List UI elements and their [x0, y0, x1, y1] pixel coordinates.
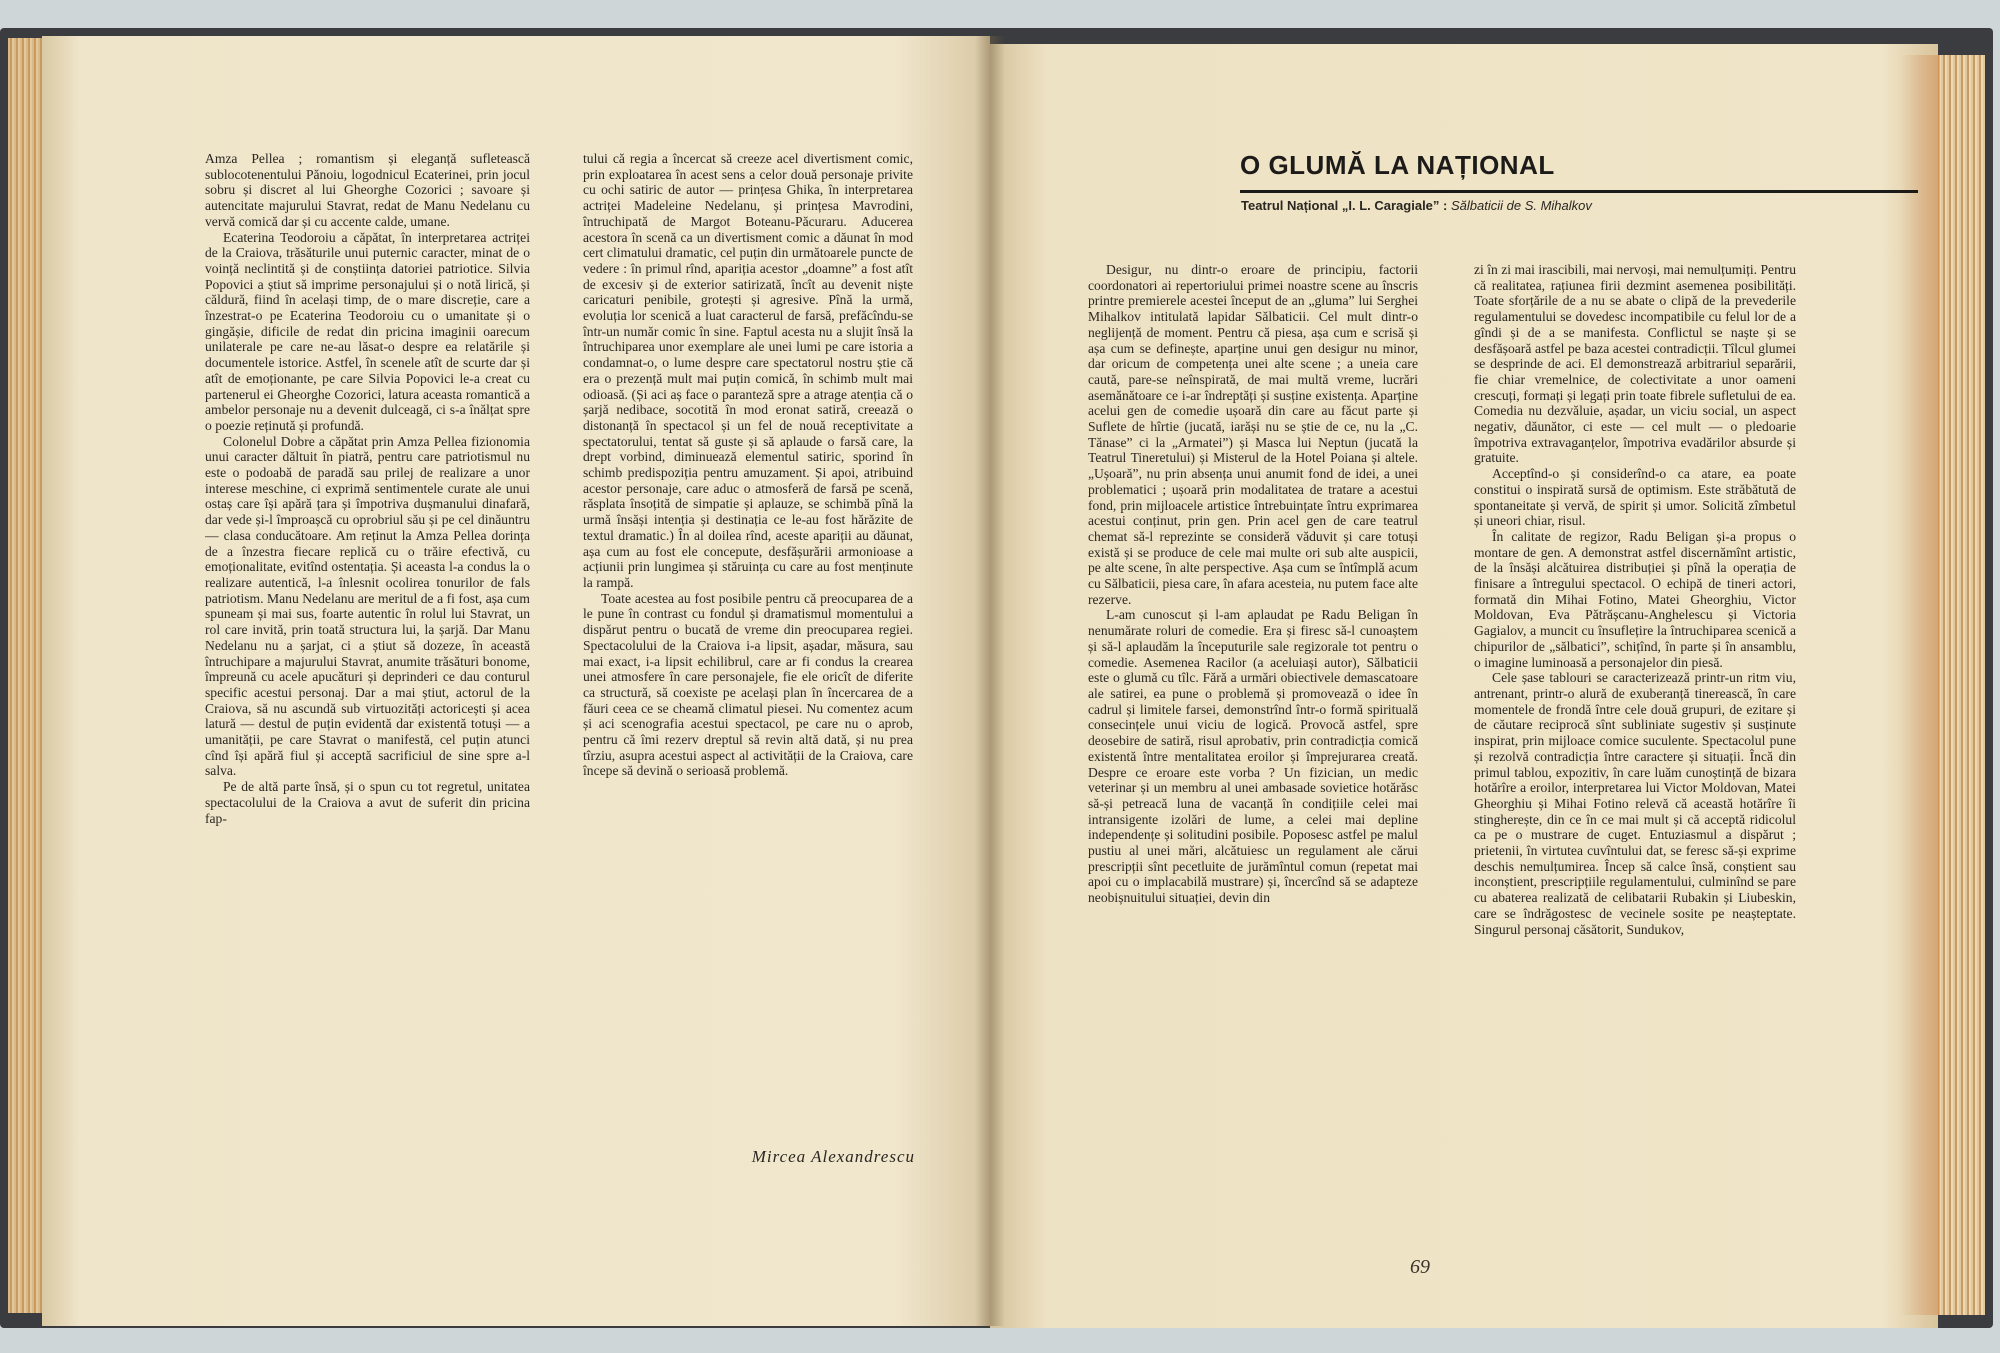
- paragraph: tului că regia a încercat să creeze acel divertisment comic, prin exploatarea în acest sens a celor două personaje privite cu ochi satiric de autor — prințesa Ghika, în interpretarea actriței Madeleine Nedelanu, și prințesa Mavrodini, întruchipată de Margot Boteanu-Păcuraru. Aducerea acestora în scenă ca un divertisment comic a dăunat în mod cert climatului dramatic, cel puțin din următoarele puncte de vedere : în primul rînd, apariția acestor „doamne” a fost atît de excesiv și de exterior satirizată, încît au devenit niște caricaturi penibile, grotești și agresive. Pînă la urmă, evoluția lor scenică a luat caracterul de farsă, prefăcîndu-se într-un număr comic în sine. Faptul acesta nu a slujit însă la întruchiparea unor exemplare ale unei lumi pe care istoria a condamnat-o, o lume despre care spectatorul nostru știe că era o prezență mult mai puțin comică, în schimb mult mai odioasă. (Și aci aș face o paranteză spre a atrage atenția că o șarjă nedibace, socotită în mod eronat satiră, creează o distonanță în spectacol și un fel de nouă receptivitate a spectatorului, tentat să guste și să aplaude o farsă care, la drept vorbind, diminuează elementul satiric, sporind în schimb predispoziția pentru amuzament. Și apoi, atribuind acestor personaje, care aduc o atmosferă de farsă pe scenă, răsplata însoțită de simpatie și aplauze, se schimbă pînă la urmă însăși intenția și destinația ce le-au fost hărăzite de textul dramatic.) În al doilea rînd, aceste apariții au dăunat, așa cum au fost ele concepute, desfășurării armonioase a acțiunii prin lungimea și stăruința cu care au fost menținute la rampă.: [583, 151, 913, 590]
- right-page-column-1: [1088, 262, 1418, 1227]
- page-edges-right: [1935, 55, 1985, 1315]
- left-page-column-2: [583, 151, 913, 1171]
- title-rule: [1240, 190, 1918, 193]
- paragraph: Pe de altă parte însă, și o spun cu tot regretul, unitatea spectacolului de la Craiova a avut de suferit din pricina fap-: [205, 779, 530, 826]
- author-signature: Mircea Alexandrescu: [751, 1147, 915, 1166]
- left-page-column-1: [205, 151, 530, 1171]
- page-edge-shadow: [1900, 55, 1940, 1315]
- paragraph: Desigur, nu dintr-o eroare de principiu, factorii coordonatori ai repertoriului primei noastre scene au înscris printre premierele acestei început de an „gluma” lui Serghei Mihalkov intitulată lapidar Sălbaticii. Cel mult dintr-o neglijență de moment. Pentru că piesa, așa cum e scrisă și așa cum se definește, aparține unui gen desigur nu minor, dar oricum de competența unei alte scene ; a uneia care caută, pare-se neînspirată, de mai multă vreme, lucrări asemănătoare ce i-ar îndreptăți și susține existența. Aparține acelui gen de comedie ușoară din care au făcut parte și Suflete de hîrtie (jucată, iarăși nu se știe de ce, nu la „C. Tănase” ci la „Armatei”) și Masca lui Neptun (jucată la Teatrul Tineretului) și Misterul de la Hotel Poiana și altele. „Ușoară”, nu prin absența unui anumit fond de idei, a unei problematici ; ușoară prin modalitatea de tratare a acestui fond, prin mijloacele artistice întrebuințate întru exprimarea acestui conținut, prin gen. Prin acel gen de care teatrul chemat să-l reprezinte se consideră văduvit și care totuși există și se produce de cele mai multe ori sub alte auspicii, pe alte scene, în alte perspective. Așa cum se întîmplă acum cu Sălbaticii, piesa care, în afara acesteia, nu putem face alte rezerve.: [1088, 262, 1418, 607]
- paragraph: Colonelul Dobre a căpătat prin Amza Pellea fizionomia unui caracter dăltuit în piatră, pentru care patriotismul nu este o podoabă de paradă sau prilej de realizare a unor interese meschine, ci exprimă sentimentele curate ale unui ostaș care își apără țara și împotriva dușmanului dinafară, dar vede și-l împroașcă cu oprobriul său și pe cel dinăuntru — clasa conducătoare. Am reținut la Amza Pellea dorința de a înzestra fiecare replică cu o trăire efectivă, cu emoționalitate, evitînd ostentația. Și aceasta l-a condus la o realizare autentică, l-a înlesnit ocolirea tonurilor de fals patriotism. Manu Nedelanu are meritul de a fi fost, așa cum spuneam și mai sus, foarte autentic în rolul lui Stavrat, un rol care invită, prin toată structura lui, la șarjă. Dar Manu Nedelanu nu a șarjat, ci a știut să dozeze, în această întruchipare a majurului Stavrat, anumite trăsături bonome, împreună cu acele apucături și deprinderi ce dau conturul specific acestui personaj. Dar a mai știut, actorul de la Craiova, să nu ascundă sub virtuozități actoricești și acea latură — destul de puțin evidentă dar existentă totuși — a umanității, pe care Stavrat o manifestă, cel puțin atunci cînd își apără fiul și acceptă sacrificiul de sine spre a-l salva.: [205, 433, 530, 779]
- subtitle-theatre: Teatrul Național „I. L. Caragiale” :: [1241, 198, 1448, 213]
- paragraph: Toate acestea au fost posibile pentru că preocuparea de a le pune în contrast cu fondul și dramatismul momentului a dispărut pentru o bucată de vreme din preocuparea regiei. Spectacolului de la Craiova i-a lipsit, așadar, măsura, sau mai exact, i-a lipsit echilibrul, care ar fi condus la crearea unei atmosfere în care personajele, fie ele oricît de diferite ca structură, să coexiste pe același plan în încercarea de a făuri ceea ce se cheamă climatul piesei. Nu comentez acum și aci scenografia acestui spectacol, pe care nu o aprob, pentru că îmi rezerv dreptul să revin altă dată, și nu prea tîrziu, asupra acestui aspect al activității de la Craiova, care începe să devină o serioasă problemă.: [583, 590, 913, 779]
- right-page-column-2: [1474, 262, 1796, 1227]
- subtitle-play: Sălbaticii de S. Mihalkov: [1450, 198, 1592, 213]
- paragraph: zi în zi mai irascibili, mai nervoși, mai nemulțumiți. Pentru că realitatea, rațiunea firii dezmint asemenea posibilități. Toate sforțările de a nu se abate o clipă de la prevederile regulamentului se dovedesc incompatibile cu felul lor de a gîndi și de a se manifesta. Conflictul se naște și se desfășoară astfel pe baza acestei contradicții. Tîlcul glumei se desprinde de aci. El demonstrează arbitrariul separării, fie chiar vremelnice, de colectivitate a unor oameni crescuți, formați și legați prin toate fibrele sufletului de ea. Comedia nu dezvăluie, așadar, un viciu social, un aspect negativ, dăunător, ci este — cel mult — o pledoarie împotriva extravaganțelor, împotriva evadărilor absurde și gratuite.: [1474, 262, 1796, 466]
- book-gutter: [975, 36, 1005, 1326]
- page-number: 69: [1410, 1256, 1430, 1278]
- paragraph: Amza Pellea ; romantism și eleganță sufletească sublocotenentului Pănoiu, logodnicul Ecaterinei, prin jocul sobru și discret al lui Gheorghe Cozorici ; savoare și autencitate majurului Stavrat, redat de Manu Nedelanu cu vervă comică dar și cu accente calde, umane.: [205, 151, 530, 229]
- article-title: O GLUMĂ LA NAȚIONAL: [1240, 150, 1555, 180]
- paragraph: L-am cunoscut și l-am aplaudat pe Radu Beligan în nenumărate roluri de comedie. Era și firesc să-l cunoaștem și să-l aplaudăm la începuturile sale regizorale tot pentru o comedie. Asemenea Racilor (a aceluiași autor), Sălbaticii este o glumă cu tîlc. Fără a urmări obiectivele demascatoare ale satirei, ea pune o problemă și promovează o idee în cadrul și limitele farsei, demonstrînd într-o formă spirituală consecințele unui viciu de logică. Provocă astfel, spre deosebire de satiră, risul aprobativ, prin contradicția comică existentă între mentalitatea eroilor și împrejurarea creată. Despre ce eroare este vorba ? Un fizician, un medic veterinar și un membru al unei ambasade sovietice hotărăsc să-și petreacă luna de vacanță în condițiile celei mai intransigente izolări de lume, a celei mai depline independențe și solitudini posibile. Poposesc astfel pe malul pustiu al unei mări, alcătuiesc un regulament ale cărui prescripții sînt pecetluite de jurămîntul comun (repetat mai apoi cu o implacabilă mustrare) și, încercînd să se adapteze neobișnuitului situației, devin din: [1088, 607, 1418, 906]
- article-subtitle: [1241, 198, 1592, 213]
- paragraph: Cele șase tablouri se caracterizează printr-un ritm viu, antrenant, printr-o alură de exuberanță tinerească, în care momentele de frondă între cele două grupuri, de ezitare și de căutare reciprocă sînt subliniate sugestiv și susținute inspirat, prin mijloace comice suculente. Spectacolul pune și rezolvă contradicția între caractere și situații. Încă din primul tablou, expozitiv, în care luăm cunoștință de bizara hotărîre a eroilor, interpretarea lui Victor Moldovan, Matei Gheorghiu și Mihai Fotino relevă că această hotărîre îi stingherește, din ce în ce mai mult și că acceptă ridicolul ca pe o mustrare de cuget. Entuziasmul a dispărut ; prietenii, în virtutea cuvîntului dat, se feresc să-și exprime deschis nemulțumirea. Încep să calce însă, conștient sau inconștient, prescripțiile regulamentului, culminînd se pare cu abaterea realizată de celibatarii Rubakin și Liubeskin, care se îndrăgostesc de vecinele sosite pe neașteptate. Singurul personaj căsătorit, Sundukov,: [1474, 670, 1796, 937]
- paragraph: Acceptînd-o și considerînd-o ca atare, ea poate constitui o inspirată sursă de optimism. Este străbătută de spontaneitate și vervă, de spirit și umor. Solicită zîmbetul și uneori chiar, risul.: [1474, 466, 1796, 529]
- paragraph: În calitate de regizor, Radu Beligan și-a propus o montare de gen. A demonstrat astfel discernămînt artistic, de la însăși alcătuirea distribuției și pînă la operația de finisare a întregului spectacol. O echipă de tineri actori, formată din Mihai Fotino, Matei Gheorghiu, Victor Moldovan, Eva Pătrășcanu-Anghelescu și Victoria Gagialov, a muncit cu însuflețire la întruchiparea scenică a chipurilor de „sălbatici”, schițînd, în parte și în ansamblu, o imagine luminoasă a personajelor din piesă.: [1474, 528, 1796, 670]
- paragraph: Ecaterina Teodoroiu a căpătat, în interpretarea actriței de la Craiova, trăsăturile unui puternic caracter, minat de o voință neclintită și de conștiința datoriei patriotice. Silvia Popovici a știut să imprime personajului și o notă lirică, și căldură, fiind în același timp, de o mare discreție, care a înzestrat-o pe Ecaterina Teodoroiu cu o umanitate și o gingășie, dificile de redat din pricina imaginii oarecum unilaterale pe care ne-au lăsat-o despre ea relatările și documentele istorice. Astfel, în scenele atît de scurte dar și atît de emoționante, pe care Silvia Popovici le-a creat cu partenerul ei Gheorghe Cozorici, latura aceasta romantică a ambelor personaje nu a devenit dulceagă, ci s-a înălțat spre o poezie reținută și profundă.: [205, 229, 530, 433]
